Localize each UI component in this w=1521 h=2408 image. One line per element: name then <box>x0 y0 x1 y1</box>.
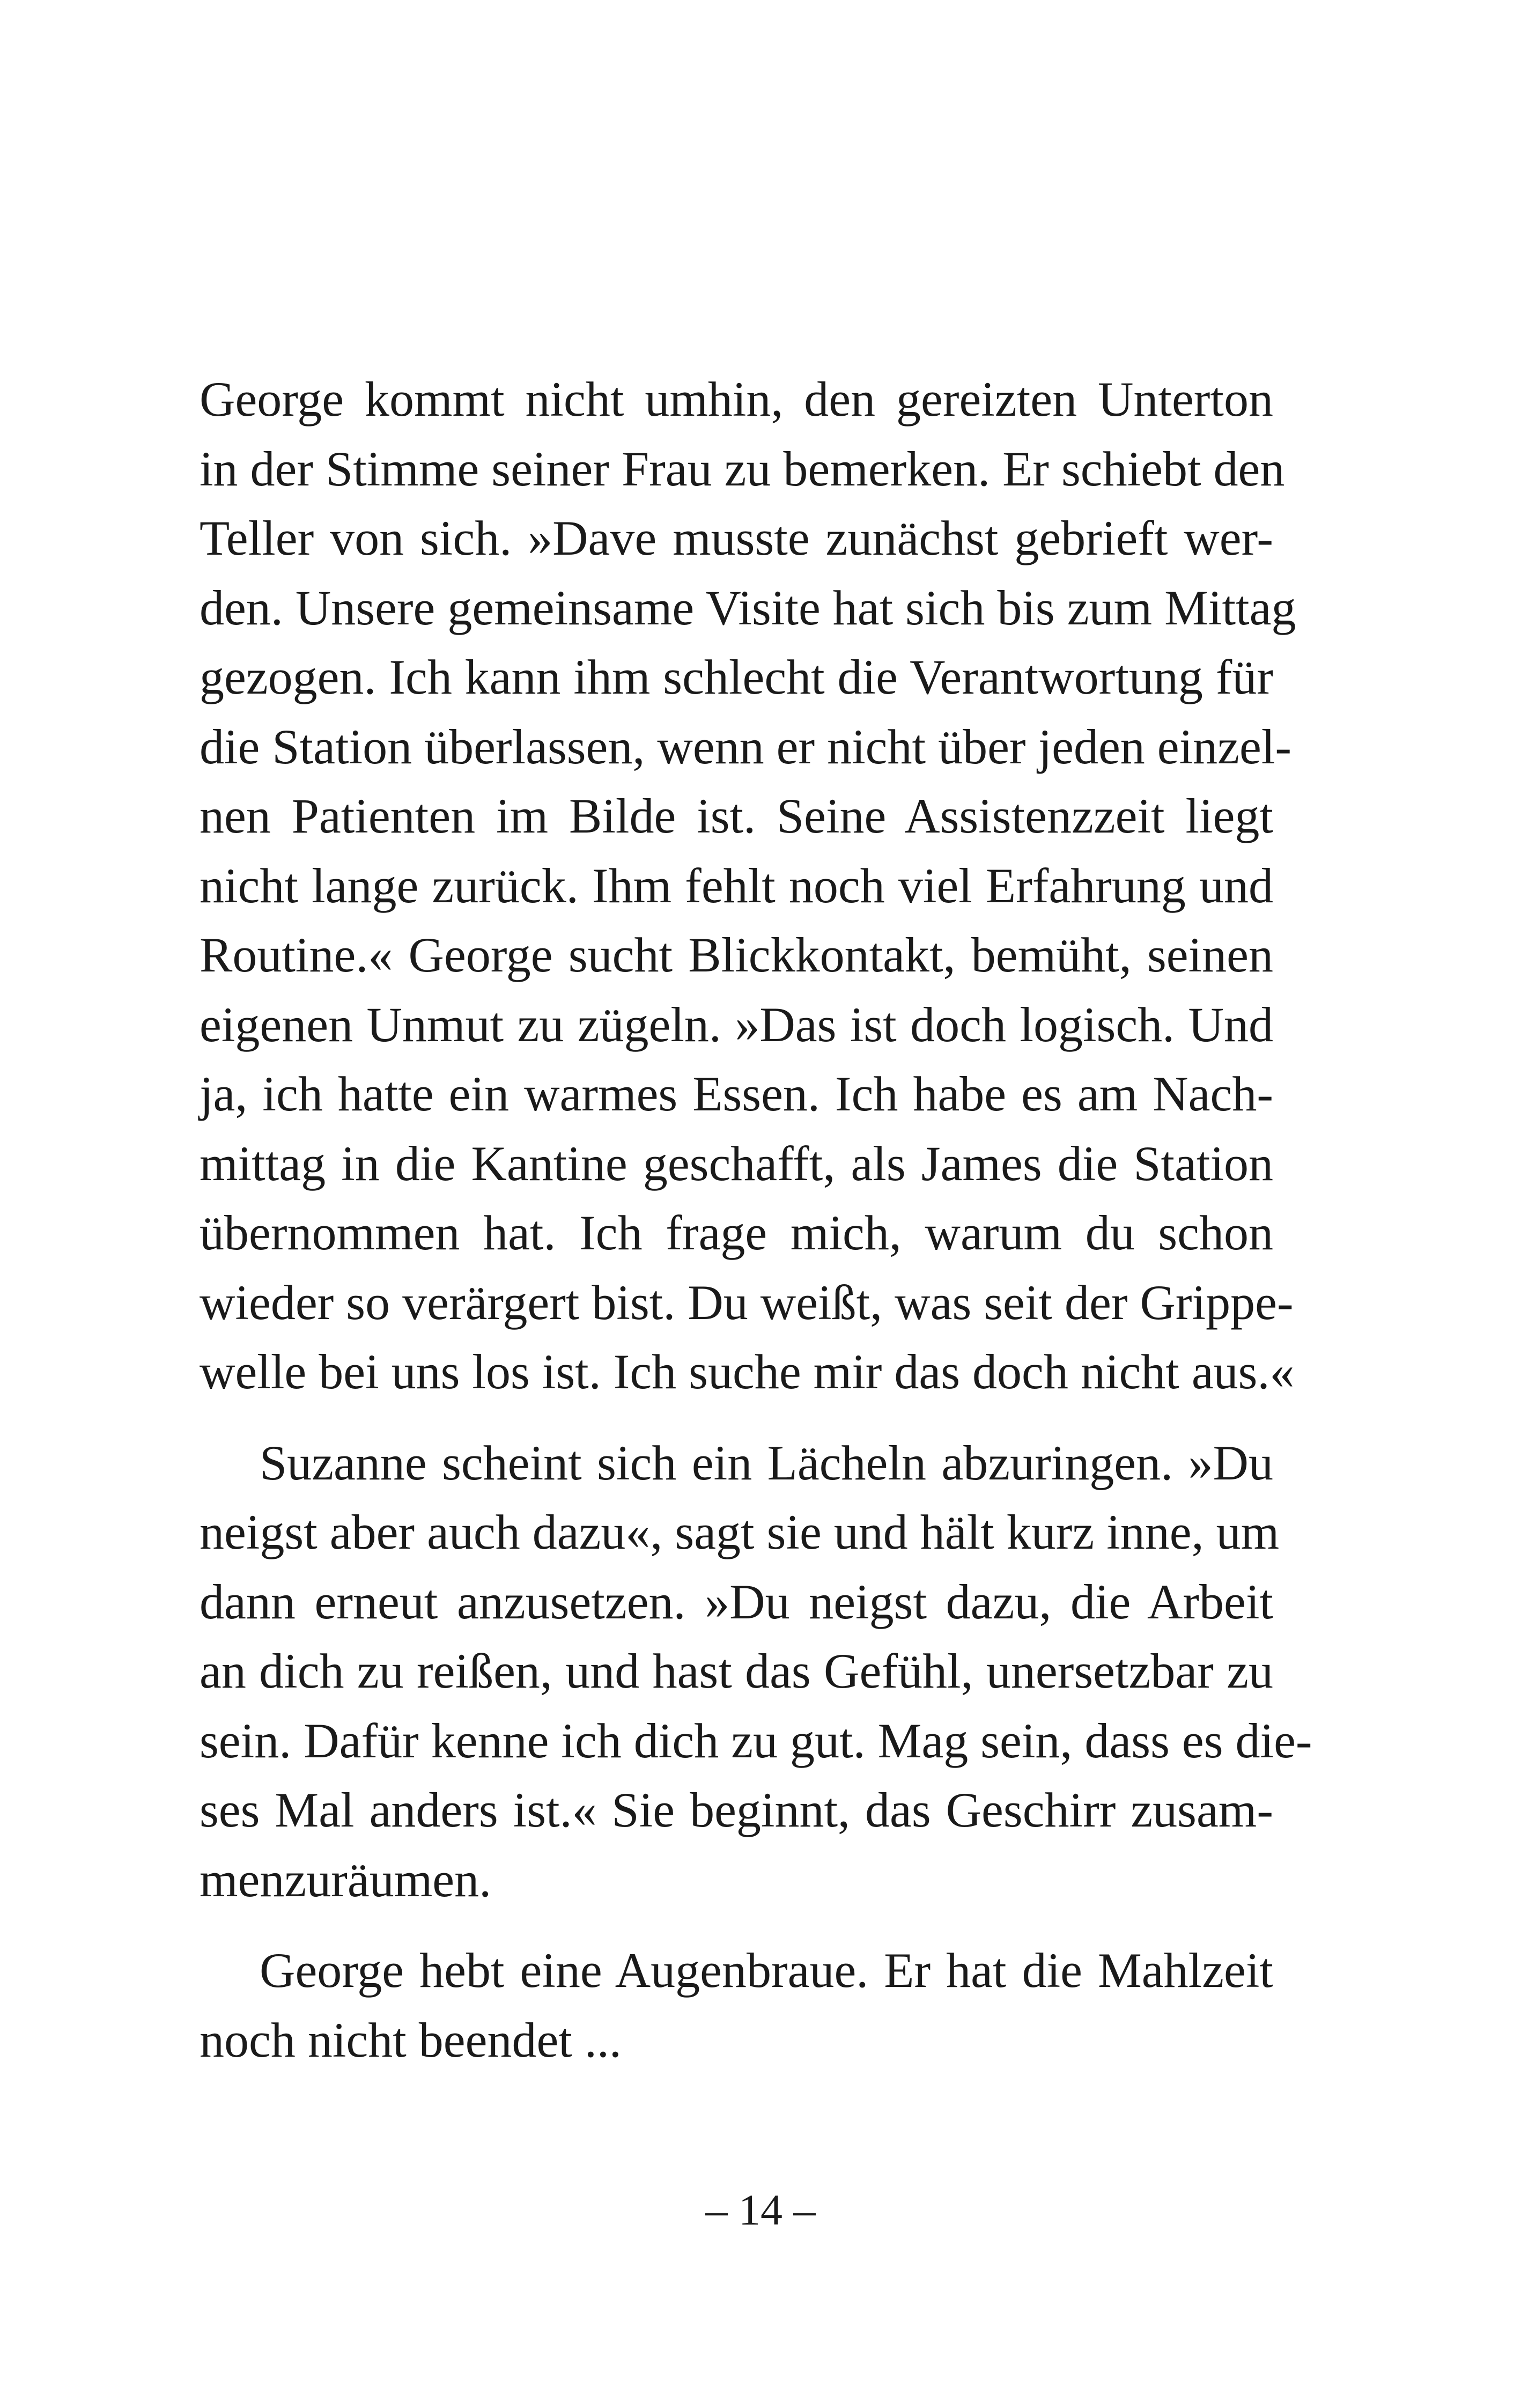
text-line: dann erneut anzusetzen. »Du neigst dazu, die Arbeit <box>200 1574 1273 1629</box>
text-line: wieder so verärgert bist. Du weißt, was seit der Grippe- <box>200 1275 1294 1330</box>
text-line: menzuräumen. <box>200 1852 492 1907</box>
text-line: ja, ich hatte ein warmes Essen. Ich habe es am Nach- <box>200 1066 1273 1121</box>
text-line: Teller von sich. »Dave musste zunächst gebrieft wer- <box>200 511 1273 565</box>
paragraph-gap <box>200 1407 1273 1428</box>
text-line: eigenen Unmut zu zügeln. »Das ist doch logisch. Und <box>200 997 1273 1052</box>
text-line: Routine.« George sucht Blickkontakt, bemüht, seinen <box>200 927 1273 982</box>
text-line: George kommt nicht umhin, den gereizten Unterton <box>200 372 1273 426</box>
text-line: den. Unsere gemeinsame Visite hat sich bis zum Mittag <box>200 580 1296 635</box>
text-line: ses Mal anders ist.« Sie beginnt, das Geschirr zusam- <box>200 1783 1273 1837</box>
paragraph <box>200 1936 1273 2075</box>
text-line: in der Stimme seiner Frau zu bemerken. Er schiebt den <box>200 441 1285 496</box>
text-line: welle bei uns los ist. Ich suche mir das doch nicht aus.« <box>200 1344 1295 1399</box>
paragraph <box>200 1428 1312 1915</box>
text-line: George hebt eine Augenbraue. Er hat die Mahlzeit <box>260 1943 1273 1998</box>
text-line: mittag in die Kantine geschafft, als James die Station <box>200 1136 1273 1191</box>
text-line: gezogen. Ich kann ihm schlecht die Verantwortung für <box>200 650 1273 704</box>
text-line: sein. Dafür kenne ich dich zu gut. Mag sein, dass es die- <box>200 1713 1312 1768</box>
text-line: noch nicht beendet ... <box>200 2012 622 2067</box>
text-line: an dich zu reißen, und hast das Gefühl, unersetzbar zu <box>200 1644 1273 1698</box>
text-line: neigst aber auch dazu«, sagt sie und hält kurz inne, um <box>200 1505 1280 1559</box>
text-line: nicht lange zurück. Ihm fehlt noch viel Erfahrung und <box>200 858 1273 913</box>
paragraph <box>200 365 1296 1407</box>
text-line: die Station überlassen, wenn er nicht über jeden einzel- <box>200 719 1292 774</box>
body-text <box>200 365 1312 2075</box>
text-line: übernommen hat. Ich frage mich, warum du schon <box>200 1205 1273 1260</box>
paragraph-gap <box>200 1914 1273 1936</box>
page-number: – 14 – <box>705 2185 816 2234</box>
text-line: Suzanne scheint sich ein Lächeln abzuringen. »Du <box>260 1435 1273 1490</box>
text-line: nen Patienten im Bilde ist. Seine Assistenzzeit liegt <box>200 789 1273 843</box>
